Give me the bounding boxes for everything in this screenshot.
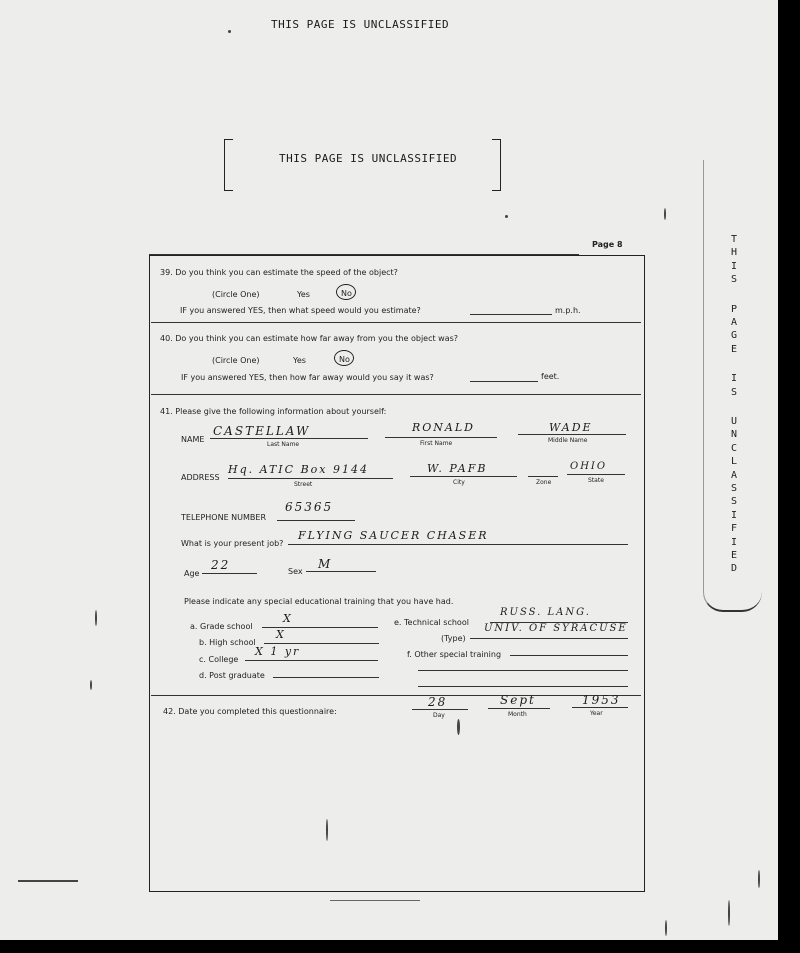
side-banner-letter: N — [730, 429, 738, 441]
sex-value: M — [318, 557, 333, 571]
right-bracket — [492, 139, 501, 191]
technical-school-value: RUSS. LANG. — [500, 607, 591, 618]
city-caption: City — [453, 479, 465, 486]
year-caption: Year — [590, 710, 603, 717]
street-line — [228, 478, 393, 479]
q40-yes-option: Yes — [293, 356, 306, 365]
first-name-caption: First Name — [420, 440, 453, 447]
age-value: 22 — [211, 558, 231, 572]
city-value: W. PAFB — [427, 462, 488, 475]
form-top-rule — [149, 254, 579, 255]
scan-artifact — [326, 819, 328, 841]
middle-name-caption: Middle Name — [548, 437, 588, 444]
college-line — [245, 660, 378, 661]
side-banner-letter: S — [730, 496, 738, 508]
street-caption: Street — [294, 481, 313, 488]
other-training-line-2 — [418, 670, 628, 671]
q40-no-circled-mark — [334, 350, 354, 366]
q41-question: 41. Please give the following information about yourself: — [160, 407, 387, 416]
sex-line — [306, 571, 376, 572]
scan-artifact — [728, 900, 730, 926]
high-school-line — [264, 643, 379, 644]
day-value: 28 — [428, 695, 448, 709]
side-banner-letter: I — [730, 509, 738, 521]
q40-distance-line — [470, 381, 538, 382]
state-value: OHIO — [570, 461, 608, 472]
q39-unit: m.p.h. — [555, 306, 581, 315]
day-line — [412, 709, 468, 710]
side-banner-letter: S — [730, 274, 738, 286]
side-banner-letter: E — [730, 343, 738, 355]
year-value: 1953 — [582, 693, 621, 707]
type-value: UNIV. OF SYRACUSE — [484, 623, 628, 634]
other-training-label: f. Other special training — [407, 650, 502, 659]
side-banner-letter: P — [730, 303, 738, 315]
last-name-caption: Last Name — [267, 441, 300, 448]
post-graduate-line — [273, 677, 379, 678]
age-line — [202, 573, 257, 574]
scan-artifact — [664, 208, 666, 220]
month-caption: Month — [508, 711, 527, 718]
telephone-label: TELEPHONE NUMBER — [181, 513, 267, 522]
side-banner-letter: I — [730, 260, 738, 272]
middle-name-line — [518, 434, 626, 435]
scan-artifact — [505, 215, 508, 218]
q39-followup: IF you answered YES, then what speed would you estimate? — [180, 306, 421, 315]
scan-artifact — [330, 900, 420, 901]
month-line — [488, 708, 550, 709]
q39-no-option: No — [341, 289, 352, 298]
scan-artifact — [665, 920, 667, 936]
side-banner-letter: G — [730, 330, 738, 342]
page-number: Page 8 — [592, 240, 623, 249]
side-bracket — [703, 160, 762, 612]
age-label: Age — [184, 569, 200, 578]
q40-question: 40. Do you think you can estimate how far away from you the object was? — [160, 334, 459, 343]
scan-artifact — [90, 680, 92, 690]
type-line — [470, 638, 628, 639]
post-graduate-label: d. Post graduate — [199, 671, 265, 680]
state-line — [567, 474, 625, 475]
college-label: c. College — [199, 655, 239, 664]
side-banner-letter: S — [730, 386, 738, 398]
scan-artifact — [758, 870, 760, 888]
q39-speed-line — [470, 314, 552, 315]
job-label: What is your present job? — [181, 539, 284, 548]
first-name-line — [385, 437, 497, 438]
side-banner-letter: I — [730, 373, 738, 385]
separator-39-40 — [151, 322, 641, 323]
type-label: (Type) — [441, 634, 466, 643]
middle-name-value: WADE — [549, 421, 593, 434]
q39-no-circled-mark — [336, 284, 356, 300]
side-banner-letter: A — [730, 469, 738, 481]
side-banner-letter: D — [730, 563, 738, 575]
zone-caption: Zone — [536, 479, 552, 486]
q39-circle-one: (Circle One) — [212, 290, 260, 299]
high-school-mark: X — [276, 628, 286, 641]
state-caption: State — [588, 477, 604, 484]
left-bracket — [224, 139, 233, 191]
job-value: FLYING SAUCER CHASER — [298, 529, 489, 542]
telephone-line — [277, 520, 355, 521]
grade-school-label: a. Grade school — [190, 622, 253, 631]
side-banner-letter: L — [730, 456, 738, 468]
street-value: Hq. ATIC Box 9144 — [228, 463, 369, 476]
q39-question: 39. Do you think you can estimate the speed of the object? — [160, 268, 398, 277]
side-banner-letter: E — [730, 550, 738, 561]
telephone-value: 65365 — [285, 500, 334, 514]
last-name-value: CASTELLAW — [213, 424, 311, 438]
q40-no-option: No — [339, 355, 350, 364]
name-label: NAME — [181, 435, 205, 444]
side-banner-letter: S — [730, 483, 738, 494]
scan-artifact — [457, 719, 460, 735]
address-label: ADDRESS — [181, 473, 220, 482]
other-training-line-3 — [418, 686, 628, 687]
month-value: Sept — [500, 693, 536, 707]
technical-school-label: e. Technical school — [394, 618, 469, 627]
sex-label: Sex — [288, 567, 303, 576]
last-name-line — [210, 438, 368, 439]
side-banner-letter: U — [730, 416, 738, 427]
side-banner-letter: A — [730, 317, 738, 328]
other-training-line — [510, 655, 628, 656]
education-intro: Please indicate any special educational training that you have had. — [184, 597, 454, 606]
side-banner-letter: H — [730, 247, 738, 259]
side-banner-letter: C — [730, 442, 738, 454]
separator-40-41 — [151, 394, 641, 395]
scan-artifact — [95, 610, 97, 626]
side-banner-letter: T — [730, 234, 738, 245]
scan-artifact — [18, 880, 78, 882]
q42-question: 42. Date you completed this questionnaire: — [163, 707, 337, 716]
q40-unit: feet. — [541, 372, 560, 381]
q40-followup: IF you answered YES, then how far away would you say it was? — [181, 373, 434, 382]
high-school-label: b. High school — [199, 638, 256, 647]
scan-artifact — [228, 30, 231, 33]
side-banner-letter: I — [730, 536, 738, 548]
year-line — [572, 707, 628, 708]
zone-line — [528, 476, 558, 477]
q40-circle-one: (Circle One) — [212, 356, 260, 365]
college-mark: X 1 yr — [255, 645, 301, 658]
first-name-value: RONALD — [412, 421, 475, 434]
side-banner-letter: F — [730, 523, 738, 535]
q39-yes-option: Yes — [297, 290, 310, 299]
day-caption: Day — [433, 712, 445, 719]
grade-school-mark: X — [283, 612, 293, 625]
city-line — [410, 476, 517, 477]
job-line — [288, 544, 628, 545]
top-unclassified-banner: THIS PAGE IS UNCLASSIFIED — [271, 18, 450, 31]
separator-41-42 — [151, 695, 641, 696]
boxed-unclassified-banner: THIS PAGE IS UNCLASSIFIED — [279, 152, 458, 165]
